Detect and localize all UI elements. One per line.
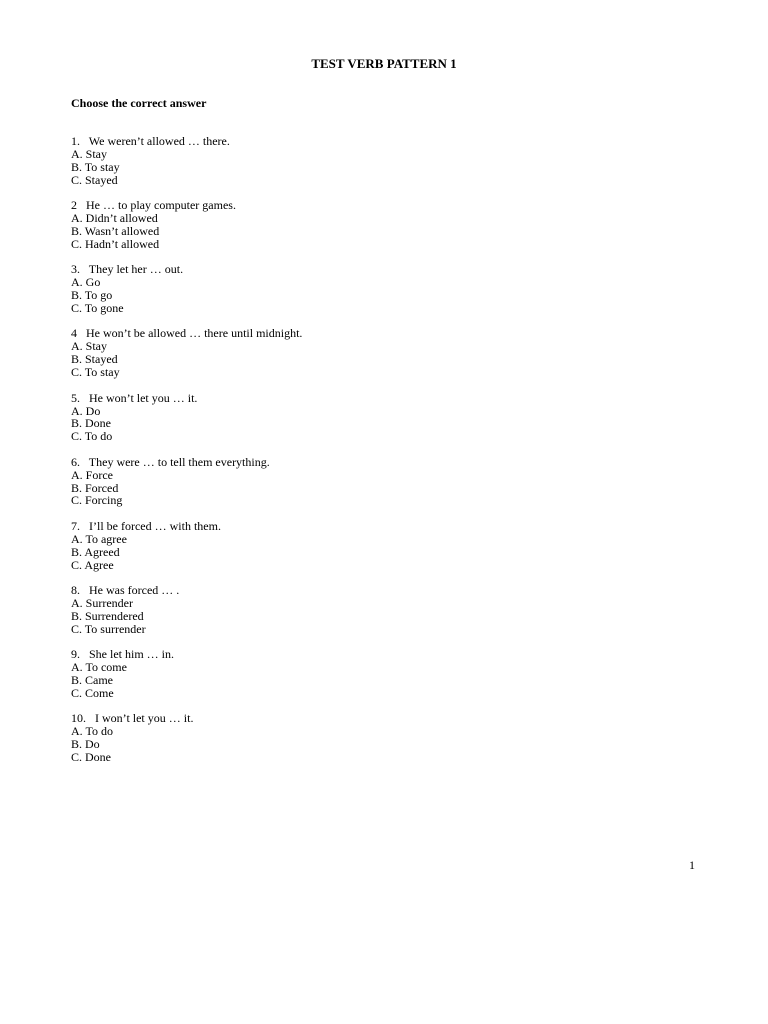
answer-option: C. To surrender	[71, 621, 146, 636]
question-item	[71, 712, 691, 764]
answer-option: C. Done	[71, 750, 111, 765]
answer-option: B. Stayed	[71, 352, 118, 367]
answer-option: A. Force	[71, 467, 113, 482]
question-prompt: 1. We weren’t allowed … there.	[71, 134, 230, 148]
answer-option: B. Forced	[71, 480, 119, 495]
answer-option: A. To agree	[71, 531, 127, 546]
answer-option: C. To gone	[71, 300, 124, 315]
question-item	[71, 263, 691, 315]
answer-option: C. Hadn’t allowed	[71, 236, 160, 251]
question-item	[71, 456, 691, 508]
answer-option: A. To come	[71, 660, 127, 675]
question-prompt: 7. I’ll be forced … with them.	[71, 518, 221, 533]
page-number: 1	[689, 858, 695, 872]
answer-option: B. Came	[71, 673, 113, 688]
answer-option: B. Agreed	[71, 544, 120, 559]
question-prompt: 10. I won’t let you … it.	[71, 711, 194, 726]
question-item	[71, 199, 691, 251]
answer-option: A. Do	[71, 403, 101, 418]
answer-option: A. To do	[71, 724, 113, 739]
question-prompt: 3. They let her … out.	[71, 262, 184, 277]
answer-option: C. Agree	[71, 557, 114, 572]
answer-option: C. To stay	[71, 365, 120, 380]
answer-option: B. Wasn’t allowed	[71, 223, 160, 238]
answer-option: A. Go	[71, 275, 101, 290]
question-item	[71, 327, 691, 379]
answer-option: C. Come	[71, 685, 114, 700]
question-prompt: 8. He was forced … .	[71, 583, 180, 598]
answer-option: B. Do	[71, 737, 100, 752]
answer-option: C. Forcing	[71, 493, 123, 508]
question-prompt: 6. They were … to tell them everything.	[71, 454, 270, 469]
question-prompt: 2 He … to play computer games.	[71, 198, 236, 213]
question-item	[71, 648, 691, 700]
question-list	[71, 135, 691, 777]
answer-option: B. Done	[71, 416, 111, 431]
answer-option: A. Didn’t allowed	[71, 211, 158, 226]
answer-option: A. Stay	[71, 146, 107, 161]
answer-option: B. To stay	[71, 159, 120, 174]
question-item	[71, 584, 691, 636]
question-item	[71, 135, 691, 187]
answer-option: C. To do	[71, 429, 113, 444]
question-prompt: 5. He won’t let you … it.	[71, 390, 198, 405]
question-item	[71, 392, 691, 444]
instruction-text: Choose the correct answer	[71, 96, 207, 110]
answer-option: B. Surrendered	[71, 608, 144, 623]
answer-option: B. To go	[71, 288, 113, 303]
question-prompt: 9. She let him … in.	[71, 647, 174, 662]
question-item	[71, 520, 691, 572]
answer-option: C. Stayed	[71, 172, 118, 187]
answer-option: A. Stay	[71, 339, 107, 354]
question-prompt: 4 He won’t be allowed … there until midnight.	[71, 326, 303, 341]
page-title: TEST VERB PATTERN 1	[311, 56, 457, 71]
answer-option: A. Surrender	[71, 595, 133, 610]
